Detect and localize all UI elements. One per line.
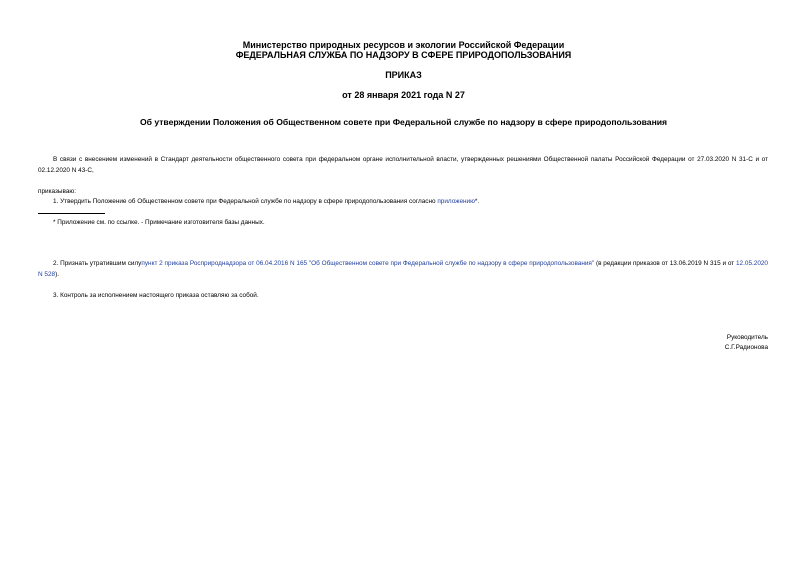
item-1-paragraph (38, 197, 768, 208)
item-2-suffix: ). (55, 270, 59, 278)
item-1-text: 1. Утвердить Положение об Общественном совете при Федеральной службе по надзору в сфере природопользования согласно (53, 198, 438, 205)
document-type: ПРИКАЗ (385, 70, 422, 80)
item-2-paragraph (38, 259, 768, 280)
signature-position: Руководитель (726, 334, 768, 341)
appendix-link[interactable]: приложению (437, 198, 475, 205)
document-date-number: от 28 января 2021 года N 27 (342, 90, 465, 100)
signature-name: С.Г.Радионова (724, 344, 768, 351)
footnote-divider (38, 213, 105, 214)
order-528-link[interactable]: 12.05.2020 N 528 (38, 260, 768, 278)
footnote: * Приложение см. по ссылке. - Примечание изготовителя базы данных. (53, 219, 265, 226)
item-2-prefix: 2. Признать утратившим силу (53, 260, 142, 267)
service-name: ФЕДЕРАЛЬНАЯ СЛУЖБА ПО НАДЗОРУ В СФЕРЕ ПРИРОДОПОЛЬЗОВАНИЯ (235, 50, 572, 60)
document-title: Об утверждении Положения об Общественном совете при Федеральной службе по надзору в сфере природопользования (139, 117, 668, 127)
preamble-paragraph: В связи с внесением изменений в Стандарт деятельности общественного совета при федеральном органе исполнительной власти, утвержденных решениями Общественной палаты Российской Федерации от 27.03.2020 N 31-С и от 02.12.2020 N 43-С, (38, 156, 768, 174)
ministry-name: Министерство природных ресурсов и экологии Российской Федерации (242, 40, 565, 50)
item-1-suffix: *. (474, 198, 480, 205)
item-2-middle: (в редакции приказов от 13.06.2019 N 315 и от (594, 260, 736, 267)
item-3-paragraph: 3. Контроль за исполнением настоящего приказа оставляю за собой. (53, 292, 259, 299)
order-165-link[interactable]: пункт 2 приказа Росприроднадзора от 06.04.2016 N 165 "Об Общественном совете при Федеральной службе по надзору в сфере природопользования" (141, 260, 595, 267)
order-word: приказываю: (38, 188, 76, 195)
